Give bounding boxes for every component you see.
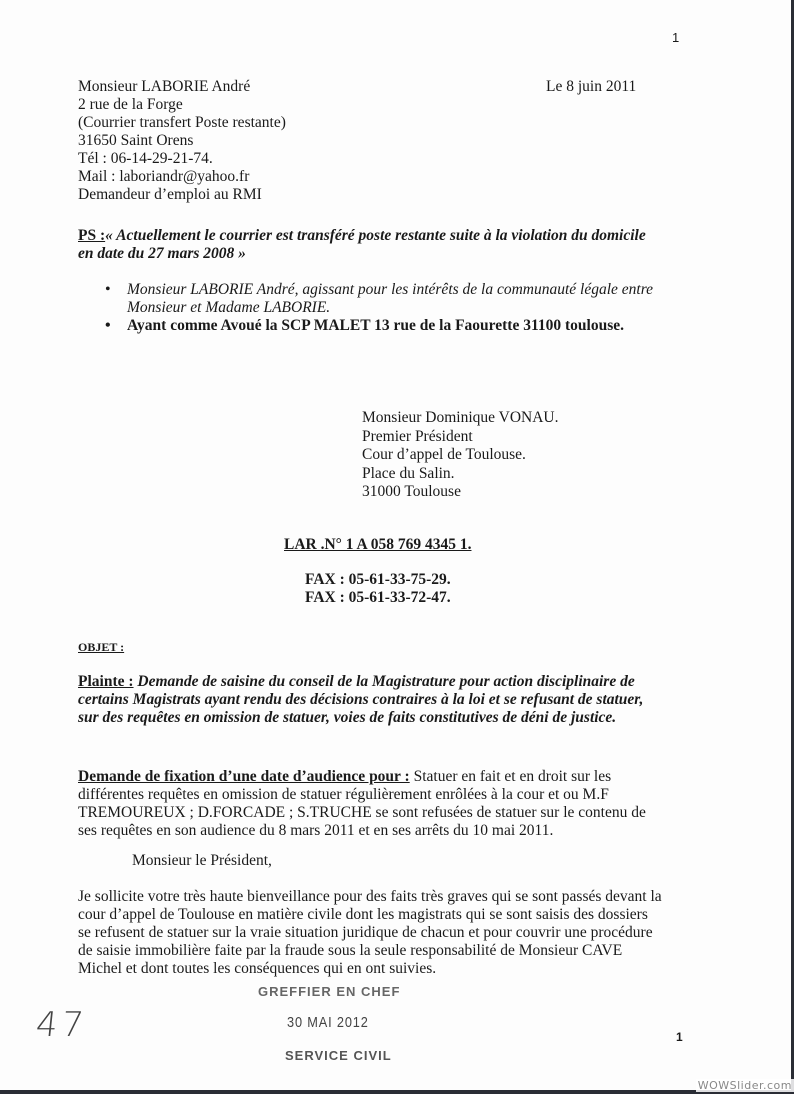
fax-number: FAX : 05-61-33-75-29.: [305, 571, 451, 588]
ps-text-line-1: « Actuellement le courrier est transféré poste restante suite à la violation du domicile: [105, 227, 646, 244]
recipient-city: 31000 Toulouse: [362, 483, 461, 500]
bullet-item-representation: [105, 281, 653, 317]
stamp-date: 30 MAI 2012: [287, 1014, 369, 1031]
bullet-list: [105, 281, 653, 335]
bullet-line: • Ayant comme Avoué la SCP MALET 13 rue de la Faourette 31100 toulouse.: [127, 317, 624, 334]
sender-status: Demandeur d’emploi au RMI: [78, 186, 262, 203]
stamp-greffier: GREFFIER EN CHEF: [258, 984, 401, 999]
recipient-address-block: [362, 409, 558, 502]
demande-paragraph: [78, 768, 718, 840]
fax-numbers: [305, 571, 451, 607]
demande-line: TREMOUREUX ; D.FORCADE ; S.TRUCHE se sont refusées de statuer sur le contenu de: [78, 804, 646, 821]
body-paragraph: [78, 888, 718, 978]
sender-email: Mail : laboriandr@yahoo.fr: [78, 168, 250, 185]
registered-letter-number: LAR .N° 1 A 058 769 4345 1.: [284, 536, 472, 553]
demande-line: Statuer en fait et en droit sur les: [409, 768, 612, 785]
plainte-line: sur des requêtes en omission de statuer, voies de faits constitutives de déni de justice.: [78, 709, 617, 726]
body-line: de saisie immobilière faite par la fraude sous la seule responsabilité de Monsieur CAVE: [78, 942, 623, 959]
sender-street: 2 rue de la Forge: [78, 96, 183, 113]
body-line: cour d’appel de Toulouse en matière civile dont les magistrats qui se sont saisis des dossiers: [78, 906, 648, 923]
ps-text-line-2: en date du 27 mars 2008 »: [78, 245, 246, 262]
handwritten-page-number: 47: [33, 1005, 90, 1045]
plainte-label: Plainte :: [78, 673, 134, 690]
objet-label: OBJET :: [78, 640, 125, 654]
body-line: se refusent de statuer sur la vraie situation juridique de chacun et pour couvrir une procédure: [78, 924, 653, 941]
sender-name: Monsieur LABORIE André: [78, 78, 251, 95]
bullet-line: • Monsieur LABORIE André, agissant pour les intérêts de la communauté légale entre: [127, 281, 654, 298]
ps-label: PS :: [78, 227, 106, 244]
recipient-court: Cour d’appel de Toulouse.: [362, 446, 526, 463]
page-number-bottom: 1: [676, 1030, 683, 1044]
ps-note: [78, 227, 646, 263]
plainte-line: Demande de saisine du conseil de la Magistrature pour action disciplinaire de: [133, 673, 635, 690]
sender-address-block: [78, 78, 286, 204]
recipient-name: Monsieur Dominique VONAU.: [362, 409, 559, 426]
sender-mail-note: (Courrier transfert Poste restante): [78, 114, 286, 131]
letter-date: Le 8 juin 2011: [546, 78, 637, 95]
recipient-street: Place du Salin.: [362, 464, 455, 482]
fax-number: FAX : 05-61-33-72-47.: [305, 589, 451, 606]
stamp-service: SERVICE CIVIL: [285, 1048, 392, 1063]
demande-label: Demande de fixation d’une date d’audience pour :: [78, 768, 410, 785]
plainte-line: certains Magistrats ayant rendu des décisions contraires à la loi et se refusant de statuer,: [78, 691, 644, 708]
page-number-top: 1: [672, 30, 680, 45]
body-line: Michel et dont toutes les conséquences qui en ont suivies.: [78, 960, 437, 977]
sender-city: 31650 Saint Orens: [78, 132, 194, 149]
sender-phone: Tél : 06-14-29-21-74.: [78, 150, 213, 167]
salutation: Monsieur le Président,: [132, 852, 272, 869]
recipient-title: Premier Président: [362, 427, 473, 445]
bullet-line: Monsieur et Madame LABORIE.: [127, 299, 331, 316]
demande-line: ses requêtes en son audience du 8 mars 2011 et en ses arrêts du 10 mai 2011.: [78, 822, 554, 839]
demande-line: différentes requêtes en omission de statuer régulièrement enrôlées à la cour et ou M.F: [78, 786, 609, 803]
watermark-text: WOWSlider.com: [697, 1079, 792, 1092]
bullet-item-avoue: [105, 317, 653, 335]
plainte-paragraph: [78, 673, 718, 727]
body-line: Je sollicite votre très haute bienveillance pour des faits très graves qui se sont passés devant la: [78, 888, 662, 905]
